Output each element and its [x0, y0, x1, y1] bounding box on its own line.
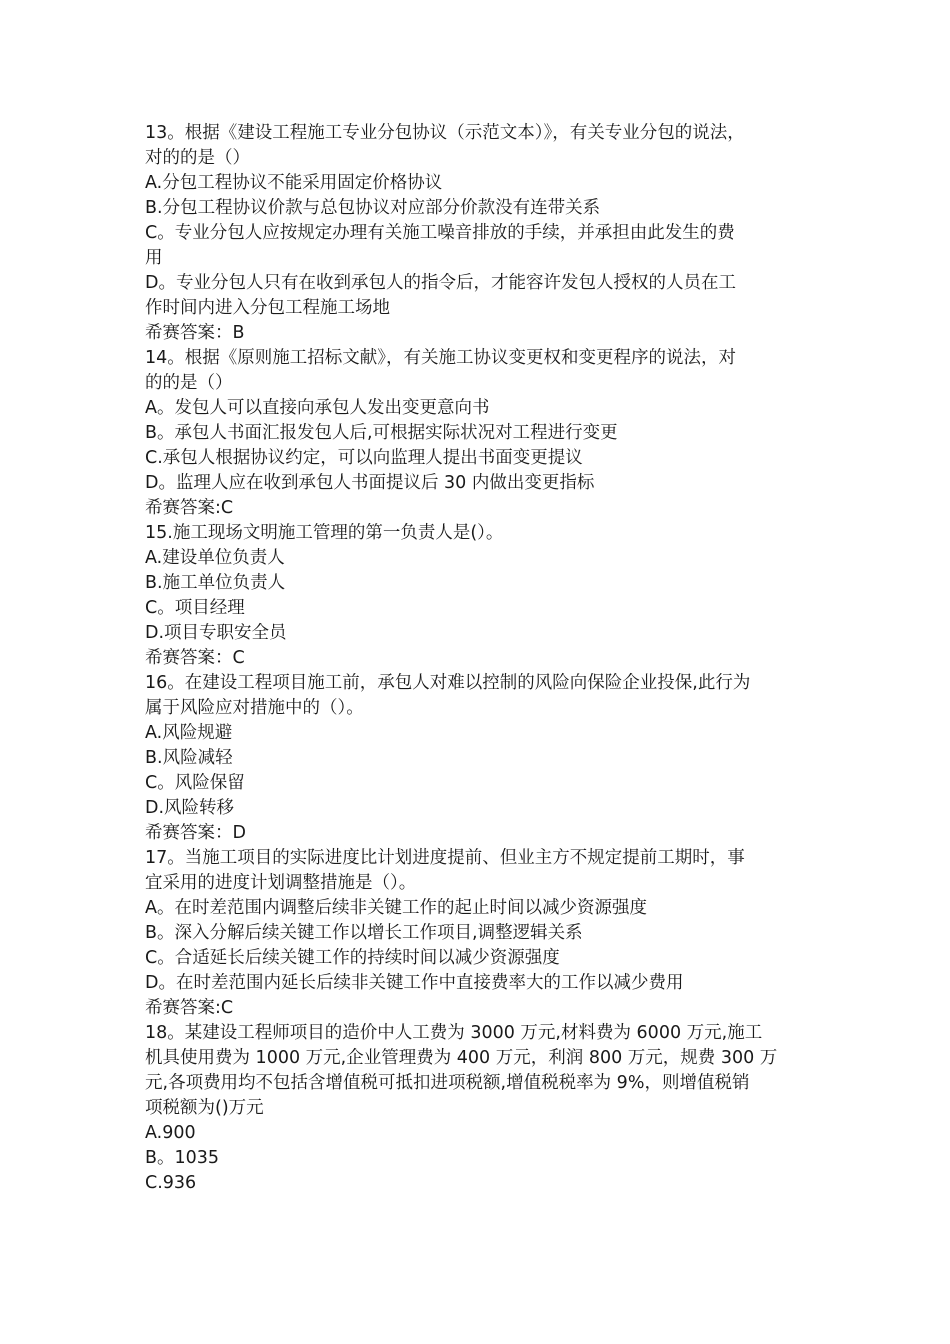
question-17-option-b: B。深入分解后续关键工作以增长工作项目,调整逻辑关系	[145, 923, 583, 943]
question-18-option-a: A.900	[145, 1123, 196, 1143]
question-14-option-d: D。监理人应在收到承包人书面提议后 30 内做出变更指标	[145, 473, 595, 493]
question-15-option-d: D.项目专职安全员	[145, 623, 287, 643]
question-14-stem-line-1: 14。根据《原则施工招标文献》，有关施工协议变更权和变更程序的说法，对	[145, 348, 737, 368]
question-16-option-d: D.风险转移	[145, 798, 235, 818]
question-13-option-d-line-2: 作时间内进入分包工程施工场地	[145, 298, 390, 318]
question-16-option-a: A.风险规避	[145, 723, 233, 743]
question-16-stem-line-1: 16。在建设工程项目施工前，承包人对难以控制的风险向保险企业投保,此行为	[145, 673, 751, 693]
question-13-stem-line-2: 对的的是（）	[145, 148, 250, 168]
question-13-option-a: A.分包工程协议不能采用固定价格协议	[145, 173, 443, 193]
question-18-option-c: C.936	[145, 1173, 197, 1193]
question-15-option-a: A.建设单位负责人	[145, 548, 285, 568]
document-body	[145, 121, 810, 1196]
question-17-stem-line-1: 17。当施工项目的实际进度比计划进度提前、但业主方不规定提前工期时，事	[145, 848, 745, 868]
question-15-option-b: B.施工单位负责人	[145, 573, 286, 593]
question-18-stem-line-3: 元,各项费用均不包括含增值税可抵扣进项税额,增值税税率为 9%，则增值税销	[145, 1073, 750, 1093]
question-16-stem-line-2: 属于风险应对措施中的（）。	[145, 698, 364, 718]
question-18-stem-line-4: 项税额为()万元	[145, 1098, 264, 1118]
question-15-option-c: C。项目经理	[145, 598, 245, 618]
question-14-stem-line-2: 的的是（）	[145, 373, 233, 393]
question-13-option-b: B.分包工程协议价款与总包协议对应部分价款没有连带关系	[145, 198, 601, 218]
question-18-stem-line-1: 18。某建设工程师项目的造价中人工费为 3000 万元,材料费为 6000 万元,施工	[145, 1023, 763, 1043]
question-18-stem-line-2: 机具使用费为 1000 万元,企业管理费为 400 万元，利润 800 万元，规费 300 万	[145, 1048, 778, 1068]
question-14-option-c: C.承包人根据协议约定，可以向监理人提出书面变更提议	[145, 448, 583, 468]
question-13-stem-line-1: 13。根据《建设工程施工专业分包协议（示范文本）》，有关专业分包的说法，	[145, 123, 745, 143]
question-13-option-c-line-2: 用	[145, 248, 163, 268]
question-17-option-a: A。在时差范围内调整后续非关键工作的起止时间以减少资源强度	[145, 898, 647, 918]
question-16-option-c: C。风险保留	[145, 773, 245, 793]
question-16-answer: 希赛答案：D	[145, 823, 246, 843]
question-13-option-d-line-1: D。专业分包人只有在收到承包人的指令后，才能容许发包人授权的人员在工	[145, 273, 736, 293]
question-17-option-d: D。在时差范围内延长后续非关键工作中直接费率大的工作以减少费用	[145, 973, 684, 993]
question-17-stem-line-2: 宜采用的进度计划调整措施是（）。	[145, 873, 417, 893]
question-14-option-b: B。承包人书面汇报发包人后,可根据实际状况对工程进行变更	[145, 423, 618, 443]
question-17-option-c: C。合适延长后续关键工作的持续时间以减少资源强度	[145, 948, 560, 968]
question-15-answer: 希赛答案：C	[145, 648, 245, 668]
question-18-option-b: B。1035	[145, 1148, 220, 1168]
question-13-answer: 希赛答案：B	[145, 323, 245, 343]
question-15-stem: 15.施工现场文明施工管理的第一负责人是(）。	[145, 523, 504, 543]
question-16-option-b: B.风险减轻	[145, 748, 233, 768]
question-17-answer: 希赛答案:C	[145, 998, 234, 1018]
question-14-answer: 希赛答案:C	[145, 498, 234, 518]
question-14-option-a: A。发包人可以直接向承包人发出变更意向书	[145, 398, 490, 418]
question-13-option-c-line-1: C。专业分包人应按规定办理有关施工噪音排放的手续，并承担由此发生的费	[145, 223, 735, 243]
